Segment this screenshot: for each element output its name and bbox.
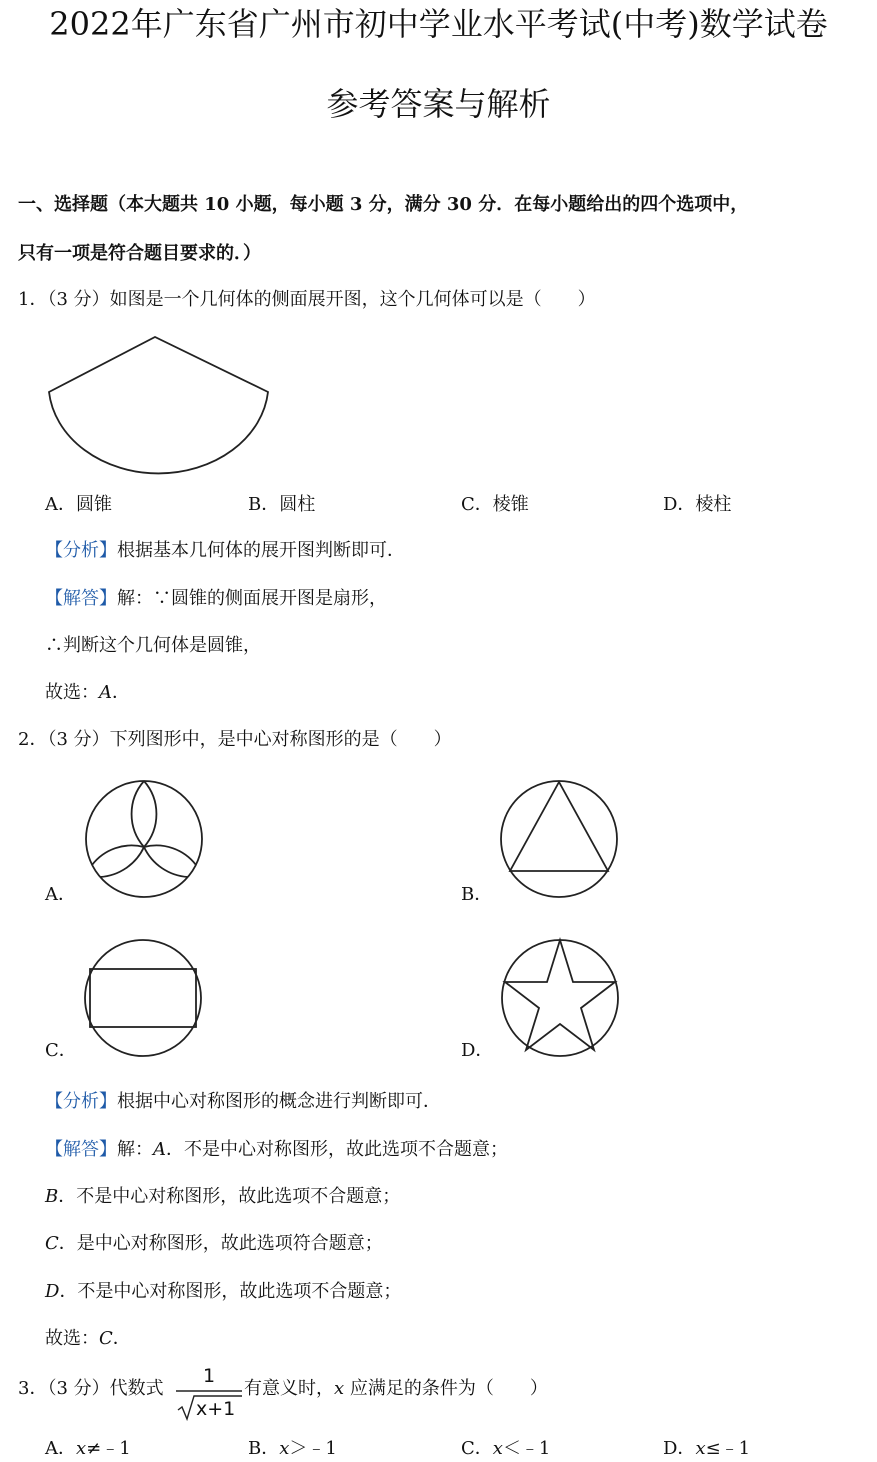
- q3-stem-after: 有意义时，x 应满足的条件为（ ）: [244, 1378, 548, 1399]
- q2-answer-line3: C．是中心对称图形，故此选项符合题意；: [45, 1233, 383, 1254]
- q3-option-d: D．x≤﹣1: [663, 1438, 751, 1459]
- document-title: 2022年广东省广州市初中学业水平考试(中考)数学试卷: [49, 5, 828, 43]
- q2-figure-a: [84, 779, 204, 899]
- section-heading-line1: 一、选择题（本大题共 10 小题，每小题 3 分，满分 30 分．在每小题给出的四个选项中，: [18, 194, 749, 215]
- q1-option-a: A．圆锥: [45, 494, 112, 515]
- q3-fraction-numerator: 1: [202, 1365, 216, 1387]
- q2-figure-d: [500, 938, 620, 1058]
- q3-stem-before: 3．（3 分）代数式: [18, 1378, 164, 1399]
- q1-sector-figure: [40, 330, 280, 475]
- q2-stem: 2．（3 分）下列图形中，是中心对称图形的是（ ）: [18, 729, 452, 750]
- analysis-tag: 【分析】: [45, 1091, 117, 1112]
- q2-answer-line2: B．不是中心对称图形，故此选项不合题意；: [45, 1186, 401, 1207]
- analysis-tag: 【分析】: [45, 540, 117, 561]
- q2-choice: 故选：C．: [45, 1328, 131, 1349]
- q1-option-c: C．棱锥: [461, 494, 529, 515]
- q2-answer-line1: 【解答】解：A．不是中心对称图形，故此选项不合题意；: [45, 1139, 508, 1160]
- q1-choice: 故选：A．: [45, 682, 130, 703]
- q1-answer-line2: ∴判断这个几何体是圆锥，: [45, 635, 261, 656]
- analysis-text: 根据中心对称图形的概念进行判断即可．: [117, 1091, 441, 1112]
- q1-answer-line1: [45, 586, 387, 612]
- answer-text: 解：∵圆锥的侧面展开图是扇形，: [117, 588, 387, 609]
- q1-option-d: D．棱柱: [663, 494, 732, 515]
- document-subtitle: 参考答案与解析: [326, 85, 551, 123]
- answer-tag: 【解答】: [45, 588, 117, 609]
- q2-analysis: [45, 1089, 441, 1115]
- q2-figure-c: [83, 938, 203, 1058]
- q2-option-d-label: D．: [461, 1040, 494, 1061]
- answer-tag: 【解答】: [45, 1139, 117, 1160]
- q1-stem: 1．（3 分）如图是一个几何体的侧面展开图，这个几何体可以是（ ）: [18, 289, 596, 310]
- q3-option-b: B．x＞﹣1: [248, 1438, 337, 1459]
- q1-option-b: B．圆柱: [248, 494, 316, 515]
- q2-option-c-label: C．: [45, 1040, 77, 1061]
- q2-option-b-label: B．: [461, 884, 493, 905]
- q2-answer-line4: D．不是中心对称图形，故此选项不合题意；: [45, 1281, 402, 1302]
- analysis-text: 根据基本几何体的展开图判断即可．: [117, 540, 405, 561]
- section-heading-line2: 只有一项是符合题目要求的．）: [18, 243, 261, 264]
- q3-option-c: C．x＜﹣1: [461, 1438, 551, 1459]
- q1-analysis: [45, 538, 405, 564]
- q2-figure-b: [500, 779, 620, 899]
- q2-option-a-label: A．: [45, 884, 76, 905]
- q3-fraction-denominator: x+1: [196, 1398, 236, 1420]
- q3-option-a: A．x≠﹣1: [45, 1438, 131, 1459]
